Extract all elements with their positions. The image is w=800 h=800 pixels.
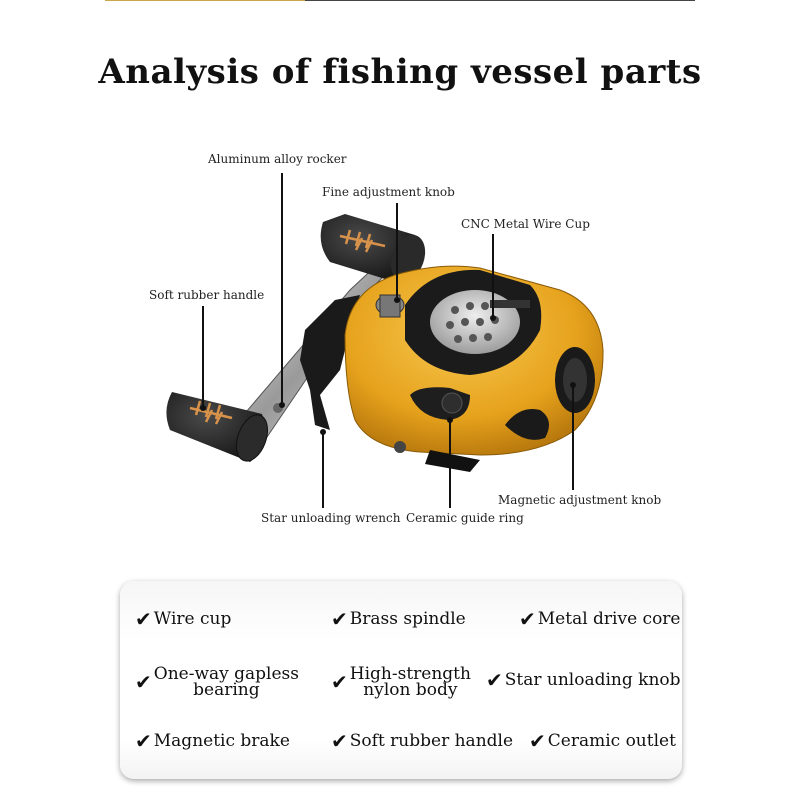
check-icon: ✔ xyxy=(529,729,546,753)
page-title: Analysis of fishing vessel parts xyxy=(98,52,702,92)
callout-magnetic-adjustment-knob: Magnetic adjustment knob xyxy=(498,493,662,507)
callout-aluminum-rocker: Aluminum alloy rocker xyxy=(208,152,347,166)
feature-nylon-body: ✔ High-strength nylon body xyxy=(331,664,471,700)
callout-ceramic-guide-ring: Ceramic guide ring xyxy=(406,511,524,525)
feature-metal-drive-core: ✔ Metal drive core xyxy=(519,607,681,631)
feature-soft-rubber-handle: ✔ Soft rubber handle xyxy=(331,729,514,753)
check-icon: ✔ xyxy=(331,607,348,631)
feature-star-unloading-knob: ✔ Star unloading knob xyxy=(486,668,681,692)
feature-wire-cup: ✔ Wire cup xyxy=(135,607,232,631)
fine-adjustment-knob xyxy=(376,295,404,317)
callout-soft-rubber-handle: Soft rubber handle xyxy=(149,288,265,302)
check-icon: ✔ xyxy=(486,668,503,692)
feature-ceramic-outlet: ✔ Ceramic outlet xyxy=(529,729,676,753)
callout-star-unloading-wrench: Star unloading wrench xyxy=(261,511,401,525)
check-icon: ✔ xyxy=(331,729,348,753)
check-icon: ✔ xyxy=(135,729,152,753)
callout-cnc-wire-cup: CNC Metal Wire Cup xyxy=(461,217,590,231)
check-icon: ✔ xyxy=(135,607,152,631)
feature-brass-spindle: ✔ Brass spindle xyxy=(331,607,466,631)
feature-magnetic-brake: ✔ Magnetic brake xyxy=(135,729,290,753)
callout-fine-adjustment-knob: Fine adjustment knob xyxy=(322,185,455,199)
check-icon: ✔ xyxy=(331,670,348,694)
check-icon: ✔ xyxy=(135,670,152,694)
check-icon: ✔ xyxy=(519,607,536,631)
feature-one-way-bearing: ✔ One-way gapless bearing xyxy=(135,664,299,700)
